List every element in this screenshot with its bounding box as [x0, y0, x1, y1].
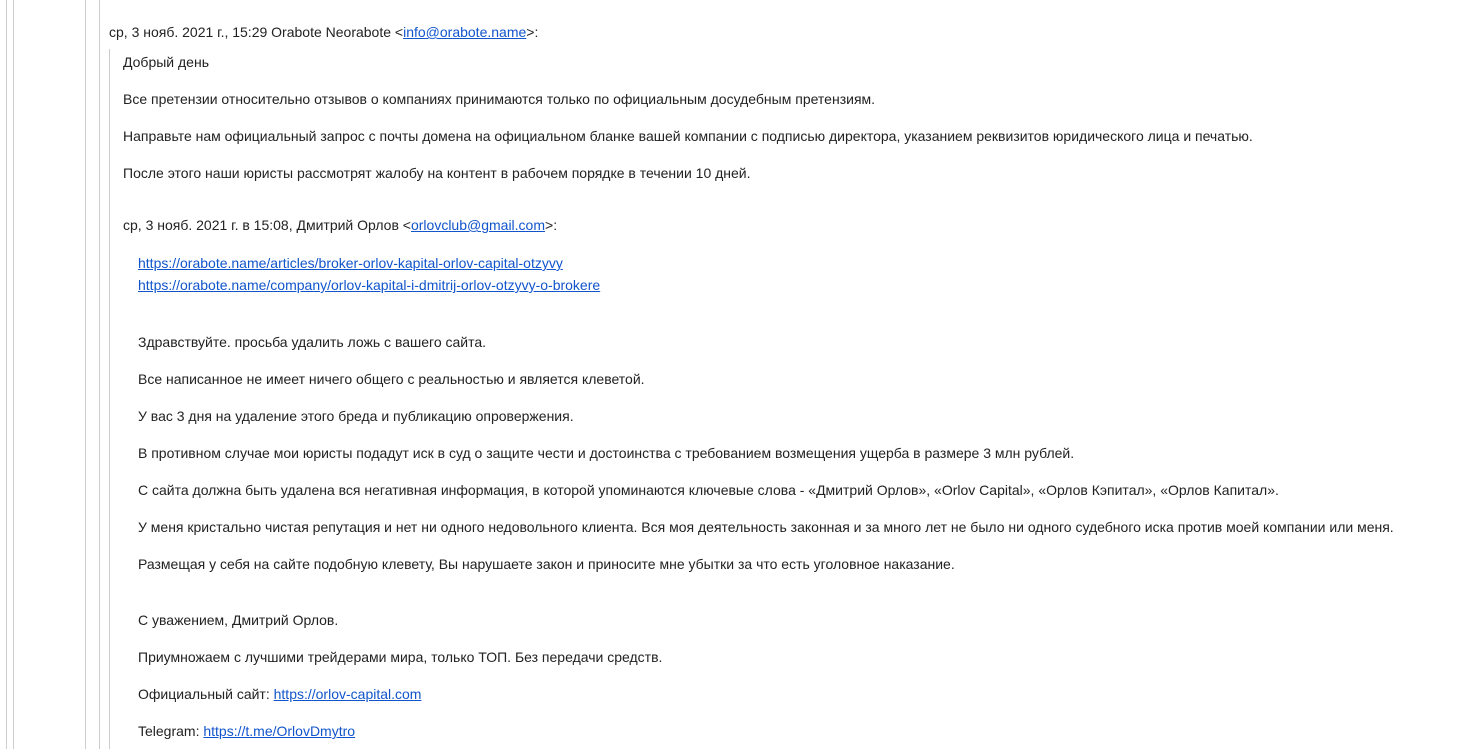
signature-telegram [138, 721, 1478, 741]
signature-slogan: Приумножаем с лучшими трейдерами мира, только ТОП. Без передачи средств. [138, 649, 663, 665]
header-suffix: >: [526, 24, 539, 40]
telegram-label: Telegram: [138, 723, 204, 739]
site-link[interactable]: https://orlov-capital.com [273, 686, 422, 702]
site-label: Официальный сайт: [138, 686, 274, 702]
company-link[interactable]: https://orabote.name/company/orlov-kapital-i-dmitrij-orlov-otzyvy-o-brokere [138, 277, 601, 293]
reply-paragraph: Все претензии относительно отзывов о компаниях принимаются только по официальным досудебным претензиям. [123, 91, 876, 107]
email-thread [109, 22, 1478, 749]
inner-reply-header [123, 215, 1478, 235]
sender-email-link[interactable]: orlovclub@gmail.com [410, 217, 546, 233]
quoted-reply [109, 49, 1478, 749]
quoted-original [123, 252, 1478, 741]
signature-regards: С уважением, Дмитрий Орлов. [138, 612, 339, 628]
link-list [138, 252, 1478, 296]
reply-paragraph: После этого наши юристы рассмотрят жалобу на контент в рабочем порядке в течении 10 дней. [123, 165, 751, 181]
outer-reply-header [109, 22, 1478, 42]
signature-site [138, 684, 1478, 704]
quote-bar [99, 0, 100, 749]
message-paragraph: У вас 3 дня на удаление этого бреда и публикацию опровержения. [138, 408, 574, 424]
reply-paragraph: Направьте нам официальный запрос с почты домена на официальном бланке вашей компании с подписью директора, указанием реквизитов юридического лица и печатью. [123, 128, 1253, 144]
quote-bar [85, 0, 86, 749]
reply-greeting: Добрый день [123, 54, 209, 70]
telegram-link[interactable]: https://t.me/OrlovDmytro [203, 723, 356, 739]
message-paragraph: С сайта должна быть удалена вся негативная информация, в которой упоминаются ключевые слова - «Дмитрий Орлов», «Orlov Capital», «Орлов Кэпитал», «Орлов Капитал». [138, 482, 1279, 498]
header-prefix: ср, 3 нояб. 2021 г. в 15:08, Дмитрий Орлов < [123, 217, 411, 233]
sender-email-link[interactable]: info@orabote.name [403, 24, 527, 40]
message-paragraph: Все написанное не имеет ничего общего с реальностью и является клеветой. [138, 371, 645, 387]
message-paragraph: В противном случае мои юристы подадут иск в суд о защите чести и достоинства с требованием возмещения ущерба в размере 3 млн рублей. [138, 445, 1075, 461]
quote-bar [6, 0, 7, 749]
message-paragraph: Здравствуйте. просьба удалить ложь с вашего сайта. [138, 334, 487, 350]
header-suffix: >: [545, 217, 558, 233]
message-paragraph: У меня кристально чистая репутация и нет ни одного недовольного клиента. Вся моя деятельность законная и за много лет не было ни одного судебного иска против моей компании или меня. [138, 519, 1394, 535]
header-prefix: ср, 3 нояб. 2021 г., 15:29 Orabote Neorabote < [109, 24, 404, 40]
article-link[interactable]: https://orabote.name/articles/broker-orlov-kapital-orlov-capital-otzyvy [138, 255, 563, 271]
quote-bar [13, 0, 14, 749]
message-paragraph: Размещая у себя на сайте подобную клевету, Вы нарушаете закон и приносите мне убытки за что есть уголовное наказание. [138, 556, 955, 572]
